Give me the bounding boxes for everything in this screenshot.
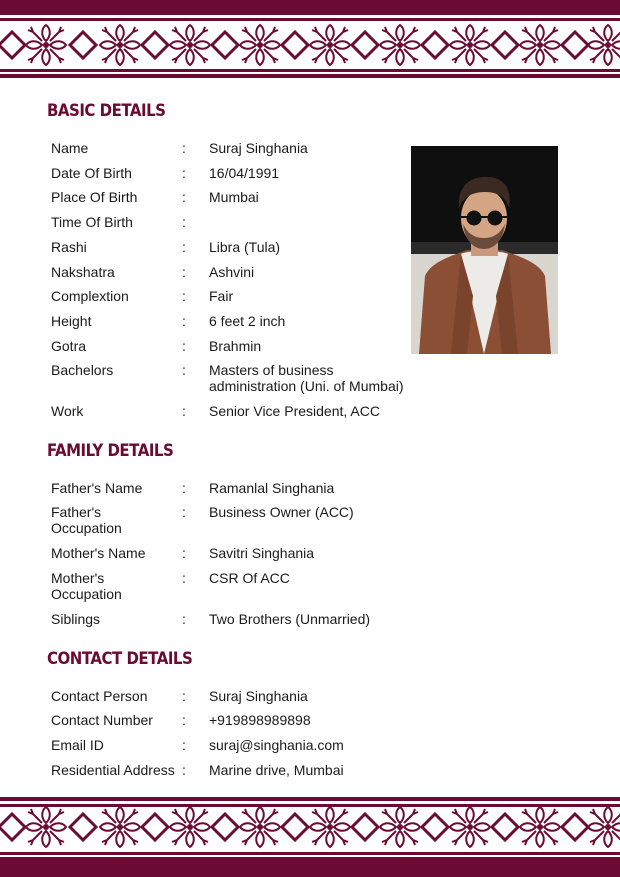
row-value: Savitri Singhania	[209, 545, 315, 561]
row-label: Time Of Birth	[51, 214, 133, 230]
family-details-heading: FAMILY DETAILS	[47, 440, 174, 461]
row-value: Mumbai	[209, 189, 259, 205]
row-value: 6 feet 2 inch	[209, 313, 286, 329]
basic-details-heading: BASIC DETAILS	[47, 100, 166, 121]
row-separator: :	[182, 712, 186, 728]
row-value: Two Brothers (Unmarried)	[209, 611, 371, 627]
row-label: Bachelors	[51, 362, 114, 378]
row-label: Height	[51, 313, 92, 329]
row-separator: :	[182, 189, 186, 205]
row-value: Senior Vice President, ACC	[209, 403, 380, 419]
row-separator: :	[182, 403, 186, 419]
row-separator: :	[182, 239, 186, 255]
row-separator: :	[182, 737, 186, 753]
row-separator: :	[182, 545, 186, 561]
row-label: Residential Address	[51, 762, 175, 778]
row-separator: :	[182, 570, 186, 586]
profile-photo	[411, 146, 558, 354]
row-value: +919898989898	[209, 712, 311, 728]
row-separator: :	[182, 140, 186, 156]
row-separator: :	[182, 762, 186, 778]
row-value: Fair	[209, 288, 234, 304]
row-value: Ramanlal Singhania	[209, 480, 335, 496]
row-value: Brahmin	[209, 338, 262, 354]
row-separator: :	[182, 214, 186, 230]
row-value: Ashvini	[209, 264, 255, 280]
row-separator: :	[182, 313, 186, 329]
row-separator: :	[182, 264, 186, 280]
row-label: Father's Name	[51, 480, 143, 496]
row-label: Contact Person	[51, 688, 148, 704]
row-label: Gotra	[51, 338, 87, 354]
row-label: Work	[51, 403, 84, 419]
row-value: CSR Of ACC	[209, 570, 290, 586]
row-separator: :	[182, 362, 186, 378]
top-ornamental-border	[0, 0, 620, 80]
row-label: Rashi	[51, 239, 87, 255]
row-value: 16/04/1991	[209, 165, 280, 181]
row-label: Mother's Occupation	[51, 570, 122, 602]
row-value: Libra (Tula)	[209, 239, 281, 255]
row-label: Contact Number	[51, 712, 153, 728]
row-value: Suraj Singhania	[209, 688, 308, 704]
row-label: Email ID	[51, 737, 104, 753]
row-label: Place Of Birth	[51, 189, 138, 205]
row-label: Complextion	[51, 288, 129, 304]
row-value: suraj@singhania.com	[209, 737, 344, 753]
row-value: Suraj Singhania	[209, 140, 308, 156]
row-label: Nakshatra	[51, 264, 115, 280]
row-separator: :	[182, 338, 186, 354]
row-value: Marine drive, Mumbai	[209, 762, 344, 778]
contact-details-heading: CONTACT DETAILS	[47, 648, 193, 669]
row-value: Masters of business administration (Uni. of Mumbai)	[209, 362, 404, 394]
row-label: Name	[51, 140, 89, 156]
row-separator: :	[182, 165, 186, 181]
row-label: Date Of Birth	[51, 165, 132, 181]
row-separator: :	[182, 611, 186, 627]
row-separator: :	[182, 688, 186, 704]
row-separator: :	[182, 480, 186, 496]
row-separator: :	[182, 288, 186, 304]
bottom-ornamental-border	[0, 797, 620, 877]
row-separator: :	[182, 504, 186, 520]
row-label: Siblings	[51, 611, 101, 627]
row-label: Father's Occupation	[51, 504, 122, 536]
row-label: Mother's Name	[51, 545, 146, 561]
row-value: Business Owner (ACC)	[209, 504, 354, 520]
